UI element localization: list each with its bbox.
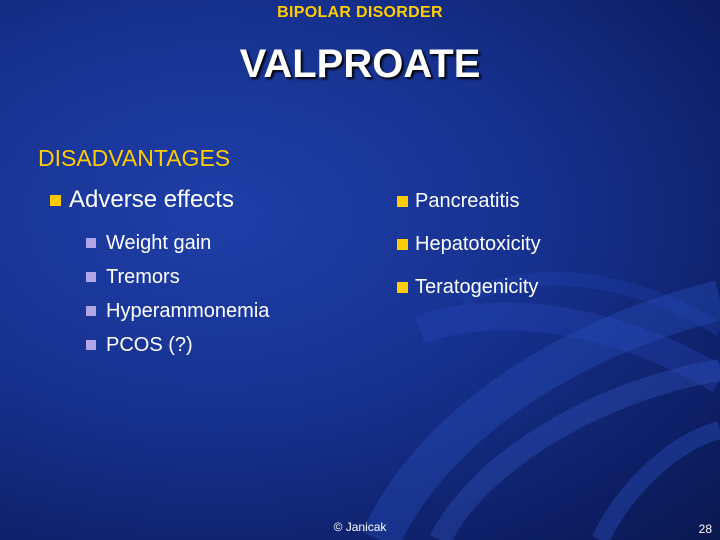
list-item-text: Hepatotoxicity — [415, 233, 541, 255]
yellow-square-bullet-icon — [397, 196, 408, 207]
list-item-text: PCOS (?) — [106, 333, 193, 356]
lavender-square-bullet-icon — [86, 306, 96, 316]
list-item — [397, 266, 541, 309]
slide-top-title: BIPOLAR DISORDER — [277, 4, 443, 21]
lavender-square-bullet-icon — [86, 340, 96, 350]
section-heading: DISADVANTAGES — [38, 145, 231, 171]
yellow-square-bullet-icon — [397, 282, 408, 293]
list-item — [86, 328, 269, 362]
main-bullet-item — [50, 186, 234, 214]
main-bullet-text: Adverse effects — [69, 186, 234, 213]
page-number: 28 — [698, 522, 712, 536]
lavender-square-bullet-icon — [86, 238, 96, 248]
list-item — [86, 294, 269, 328]
list-item-text: Teratogenicity — [415, 276, 539, 298]
slide-title: VALPROATE — [239, 42, 481, 86]
list-item-text: Hyperammonemia — [106, 299, 270, 322]
list-item — [397, 223, 541, 266]
list-item-text: Pancreatitis — [415, 190, 520, 212]
adverse-effects-list — [86, 226, 269, 362]
list-item-text: Tremors — [106, 265, 180, 288]
footer-copyright: © Janicak — [333, 520, 387, 534]
list-item — [86, 260, 269, 294]
yellow-square-bullet-icon — [50, 195, 61, 206]
list-item — [86, 226, 269, 260]
list-item-text: Weight gain — [106, 231, 212, 254]
yellow-square-bullet-icon — [397, 239, 408, 250]
list-item — [397, 180, 541, 223]
right-column-list — [397, 180, 541, 309]
lavender-square-bullet-icon — [86, 272, 96, 282]
